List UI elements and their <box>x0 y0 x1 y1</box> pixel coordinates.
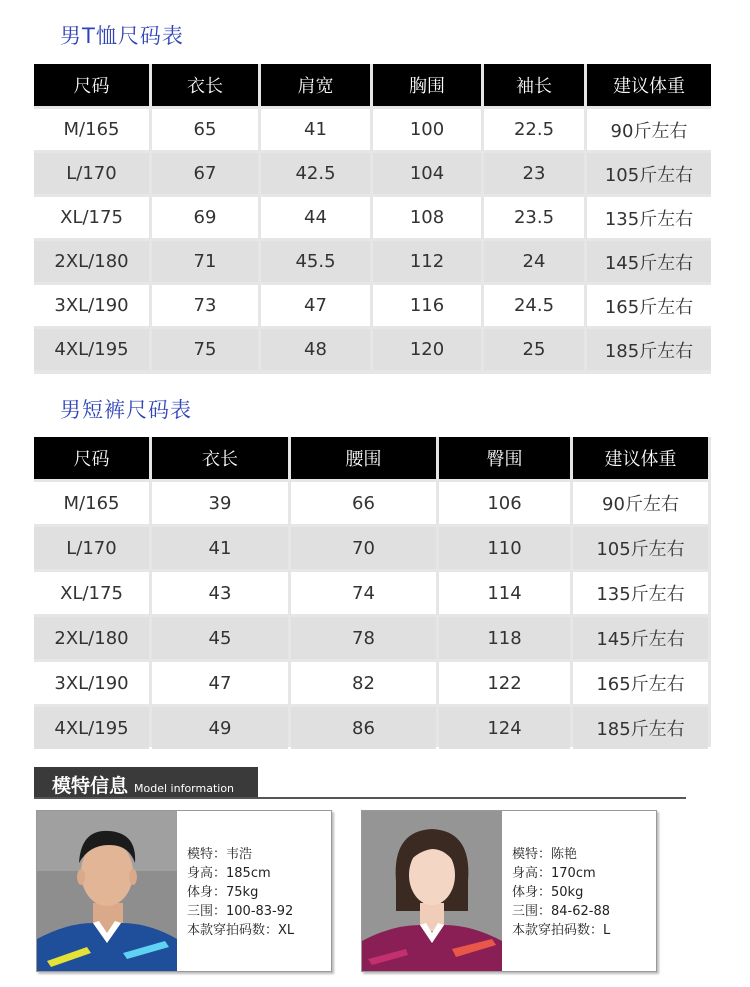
model-worn-size: 本款穿拍码数：XL <box>187 923 295 938</box>
female-model-photo <box>362 811 502 971</box>
table-cell: 145斤左右 <box>573 617 708 659</box>
column-header: 腰围 <box>291 437 436 479</box>
male-model-photo <box>37 811 177 971</box>
model-measurements: 三围：84-62-88 <box>512 904 611 919</box>
table-cell: 45 <box>152 617 288 659</box>
model-info-subtitle: Model information <box>134 782 235 795</box>
table-cell: 185斤左右 <box>587 329 711 370</box>
column-header: 衣长 <box>152 437 288 479</box>
model-worn-size: 本款穿拍码数：L <box>512 923 611 938</box>
table-row <box>34 707 711 749</box>
table-row <box>34 153 711 194</box>
table-row <box>34 285 711 326</box>
table-header-row <box>34 437 711 479</box>
tshirt-size-table <box>34 64 711 374</box>
table-cell: 110 <box>439 527 570 569</box>
table-cell: 86 <box>291 707 436 749</box>
table-cell: 135斤左右 <box>573 572 708 614</box>
table-cell: 185斤左右 <box>573 707 708 749</box>
table-cell: 24 <box>484 241 584 282</box>
column-header: 尺码 <box>34 437 149 479</box>
table-cell: XL/175 <box>34 572 149 614</box>
model-card-male <box>36 810 332 972</box>
table-cell: M/165 <box>34 482 149 524</box>
table-cell: 2XL/180 <box>34 617 149 659</box>
column-header: 袖长 <box>484 64 584 106</box>
table-cell: 75 <box>152 329 258 370</box>
column-header: 衣长 <box>152 64 258 106</box>
table-cell: 44 <box>261 197 370 238</box>
table-cell: 135斤左右 <box>587 197 711 238</box>
table-row <box>34 241 711 282</box>
table-cell: 25 <box>484 329 584 370</box>
table-cell: L/170 <box>34 153 149 194</box>
tshirt-size-chart-title: 男T恤尺码表 <box>60 24 184 48</box>
table-row <box>34 197 711 238</box>
table-cell: 145斤左右 <box>587 241 711 282</box>
table-cell: 122 <box>439 662 570 704</box>
model-card-female <box>361 810 657 972</box>
column-header: 尺码 <box>34 64 149 106</box>
male-model-details <box>187 845 294 940</box>
table-cell: 100 <box>373 109 481 150</box>
table-cell: 70 <box>291 527 436 569</box>
model-weight: 体身：50kg <box>512 885 584 900</box>
model-weight: 体身：75kg <box>187 885 259 900</box>
table-row <box>34 572 711 614</box>
table-cell: 165斤左右 <box>587 285 711 326</box>
table-cell: 66 <box>291 482 436 524</box>
table-cell: 78 <box>291 617 436 659</box>
column-header: 肩宽 <box>261 64 370 106</box>
table-cell: 41 <box>152 527 288 569</box>
table-cell: 105斤左右 <box>573 527 708 569</box>
table-cell: 104 <box>373 153 481 194</box>
table-cell: 106 <box>439 482 570 524</box>
table-cell: 120 <box>373 329 481 370</box>
table-cell: 39 <box>152 482 288 524</box>
column-header: 胸围 <box>373 64 481 106</box>
table-cell: 47 <box>261 285 370 326</box>
table-cell: 22.5 <box>484 109 584 150</box>
table-row <box>34 329 711 370</box>
table-cell: 48 <box>261 329 370 370</box>
table-cell: 69 <box>152 197 258 238</box>
table-cell: 23.5 <box>484 197 584 238</box>
table-row <box>34 527 711 569</box>
table-cell: 43 <box>152 572 288 614</box>
table-cell: 47 <box>152 662 288 704</box>
table-cell: 73 <box>152 285 258 326</box>
table-header-row <box>34 64 711 106</box>
female-model-details <box>512 845 610 940</box>
table-cell: 165斤左右 <box>573 662 708 704</box>
table-row <box>34 617 711 659</box>
table-cell: 118 <box>439 617 570 659</box>
table-cell: 116 <box>373 285 481 326</box>
table-row <box>34 109 711 150</box>
table-cell: 3XL/190 <box>34 662 149 704</box>
shorts-size-table <box>34 437 711 747</box>
table-cell: 74 <box>291 572 436 614</box>
model-info-divider <box>34 797 686 799</box>
table-cell: 4XL/195 <box>34 707 149 749</box>
table-cell: L/170 <box>34 527 149 569</box>
table-cell: 41 <box>261 109 370 150</box>
table-cell: 71 <box>152 241 258 282</box>
table-cell: 65 <box>152 109 258 150</box>
model-info-banner <box>34 767 258 798</box>
model-name: 模特：韦浩 <box>187 847 253 862</box>
table-cell: 114 <box>439 572 570 614</box>
table-cell: 67 <box>152 153 258 194</box>
table-cell: 105斤左右 <box>587 153 711 194</box>
table-cell: 90斤左右 <box>573 482 708 524</box>
table-cell: 4XL/195 <box>34 329 149 370</box>
model-name: 模特：陈艳 <box>512 847 578 862</box>
table-cell: 24.5 <box>484 285 584 326</box>
table-cell: 124 <box>439 707 570 749</box>
table-cell: 45.5 <box>261 241 370 282</box>
table-cell: XL/175 <box>34 197 149 238</box>
column-header: 建议体重 <box>587 64 711 106</box>
table-cell: 82 <box>291 662 436 704</box>
table-cell: 42.5 <box>261 153 370 194</box>
table-cell: 3XL/190 <box>34 285 149 326</box>
model-info-title: 模特信息 <box>52 775 129 797</box>
column-header: 臀围 <box>439 437 570 479</box>
model-height: 身高：170cm <box>512 866 596 881</box>
table-cell: 49 <box>152 707 288 749</box>
table-cell: 112 <box>373 241 481 282</box>
table-row <box>34 662 711 704</box>
column-header: 建议体重 <box>573 437 708 479</box>
table-cell: 108 <box>373 197 481 238</box>
table-cell: 2XL/180 <box>34 241 149 282</box>
table-row <box>34 482 711 524</box>
table-cell: 23 <box>484 153 584 194</box>
table-cell: M/165 <box>34 109 149 150</box>
model-measurements: 三围：100-83-92 <box>187 904 294 919</box>
shorts-size-chart-title: 男短裤尺码表 <box>60 398 192 422</box>
table-cell: 90斤左右 <box>587 109 711 150</box>
model-height: 身高：185cm <box>187 866 271 881</box>
